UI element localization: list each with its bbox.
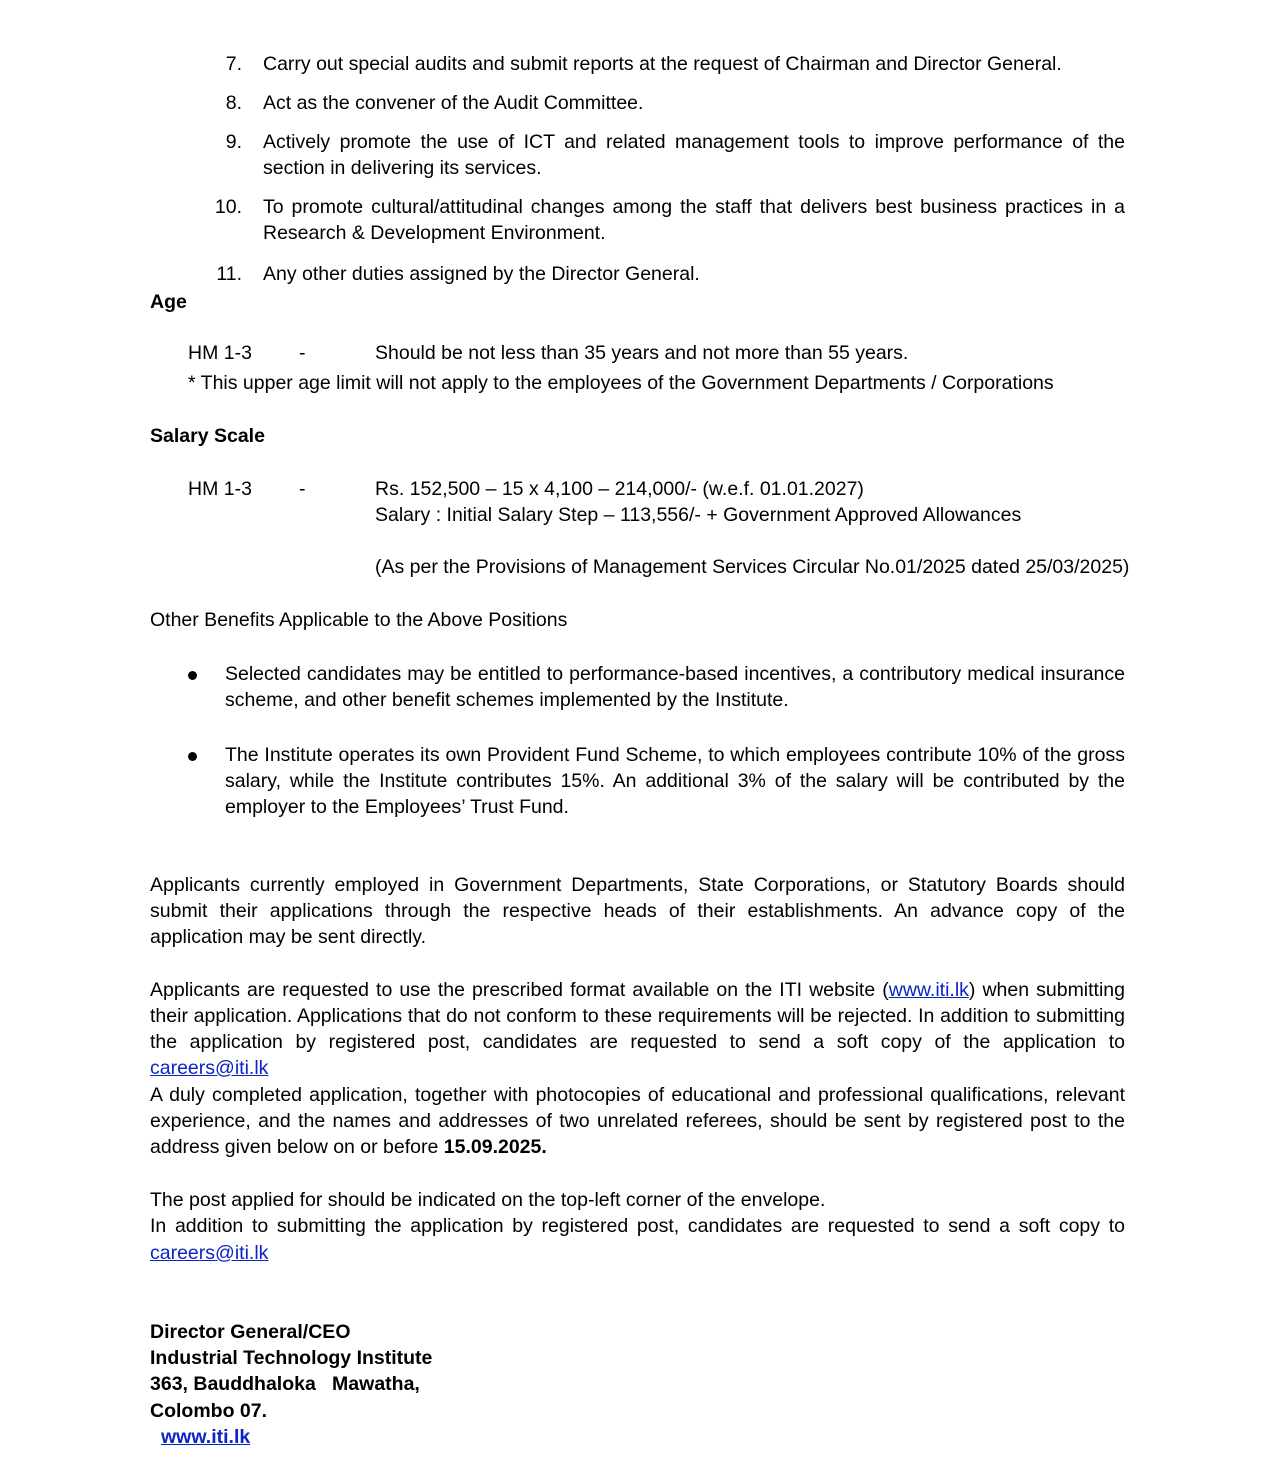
salary-heading: Salary Scale	[150, 425, 265, 447]
list-number: 7.	[225, 53, 242, 75]
careers-email-link[interactable]: careers@iti.lk	[150, 1057, 269, 1079]
soft-copy-email-link[interactable]: careers@iti.lk	[150, 1242, 269, 1264]
list-number: 8.	[225, 92, 242, 114]
age-note: * This upper age limit will not apply to the employees of the Government Departments / Corporations	[188, 372, 1054, 394]
government-applicants-paragraph: Applicants currently employed in Government Departments, State Corporations, or Statutory Boards should submit their applications through the respective heads of their establishments. An advance copy of the application may be sent directly.	[150, 874, 1125, 948]
signature-title: Director General/CEO	[150, 1321, 351, 1343]
signature-city: Colombo 07.	[150, 1400, 268, 1422]
submission-paragraph	[150, 1082, 1125, 1160]
format-paragraph	[150, 977, 1125, 1081]
age-grade: HM 1-3	[188, 342, 252, 364]
envelope-note: The post applied for should be indicated on the top-left corner of the envelope.	[150, 1189, 826, 1211]
list-number: 11.	[216, 263, 242, 285]
bullet-dot	[188, 752, 197, 761]
list-item: Any other duties assigned by the Director General.	[263, 263, 700, 285]
age-requirement: Should be not less than 35 years and not more than 55 years.	[375, 342, 909, 364]
signature-street: 363, Bauddhaloka Mawatha,	[150, 1373, 420, 1395]
salary-provision: (As per the Provisions of Management Services Circular No.01/2025 dated 25/03/2025)	[375, 556, 1130, 578]
list-number: 9.	[225, 131, 242, 153]
salary-initial-step: Salary : Initial Salary Step – 113,556/- + Government Approved Allowances	[375, 504, 1022, 526]
list-item: Act as the convener of the Audit Committee.	[263, 92, 644, 114]
format-text-start: Applicants are requested to use the prescribed format available on the ITI website (	[150, 979, 889, 1001]
salary-dash: -	[299, 478, 306, 500]
website-link[interactable]: www.iti.lk	[888, 979, 969, 1001]
benefit-item: Selected candidates may be entitled to performance-based incentives, a contributory medical insurance scheme, and other benefit schemes implemented by the Institute.	[225, 663, 1125, 711]
submission-deadline: 15.09.2025.	[443, 1136, 547, 1158]
age-heading: Age	[150, 291, 187, 313]
benefit-item: The Institute operates its own Provident Fund Scheme, to which employees contribute 10% of the gross salary, while the Institute contributes 15%. An additional 3% of the salary will be contributed by the employer to the Employees’ Trust Fund.	[225, 744, 1125, 818]
salary-grade: HM 1-3	[188, 478, 252, 500]
list-item: To promote cultural/attitudinal changes among the staff that delivers best business practices in a Research & Development Environment.	[263, 196, 1125, 244]
benefits-heading: Other Benefits Applicable to the Above Positions	[150, 609, 568, 631]
bullet-dot	[188, 671, 197, 680]
age-dash: -	[299, 342, 306, 364]
list-item: Actively promote the use of ICT and related management tools to improve performance of the section in delivering its services.	[263, 131, 1125, 179]
submission-text: A duly completed application, together with photocopies of educational and professional qualifications, relevant experience, and the names and addresses of two unrelated referees, should be sent by registered post to the address given below on or before	[150, 1084, 1125, 1158]
signature-website-link[interactable]: www.iti.lk	[161, 1426, 251, 1448]
soft-copy-text: In addition to submitting the application by registered post, candidates are requested to send a soft copy to	[150, 1215, 1125, 1237]
salary-scale: Rs. 152,500 – 15 x 4,100 – 214,000/- (w.e.f. 01.01.2027)	[375, 478, 864, 500]
list-item: Carry out special audits and submit reports at the request of Chairman and Director General.	[263, 53, 1062, 75]
format-text-middle: ) when submitting their application. Applications that do not conform to these requirements will be rejected. In addition to submitting the application by registered post, candidates are requested to send a soft copy of the application to	[150, 979, 1126, 1053]
list-number: 10.	[214, 196, 242, 218]
signature-institute: Industrial Technology Institute	[150, 1347, 433, 1369]
